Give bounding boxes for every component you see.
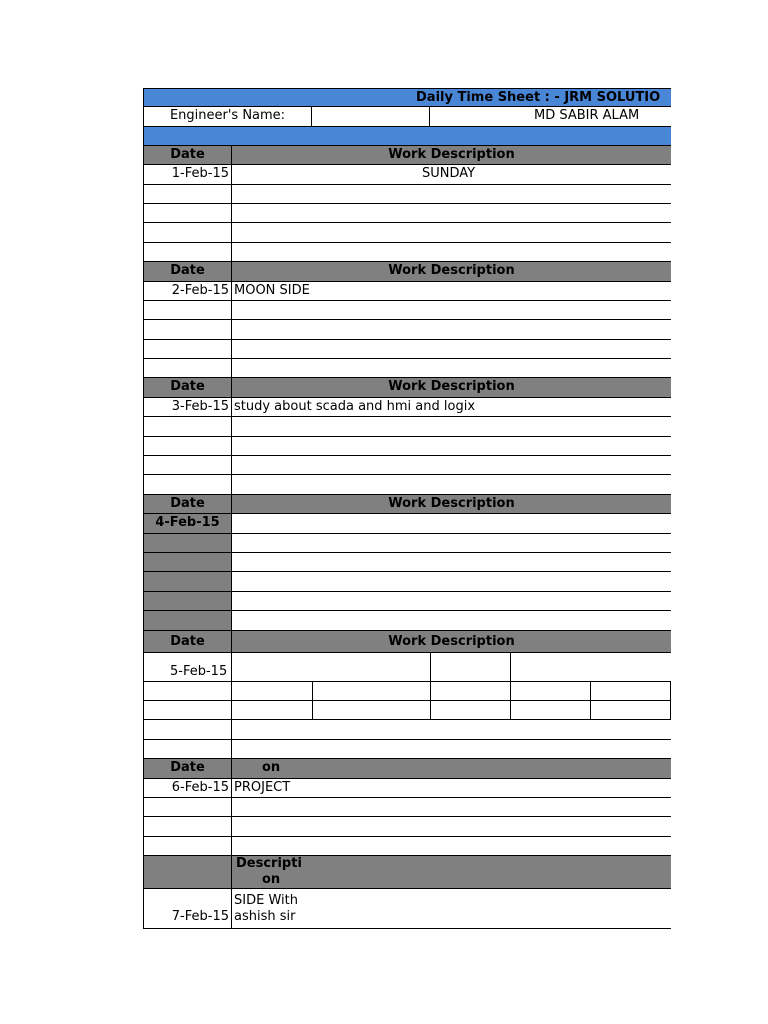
- date-cell[interactable]: [144, 682, 232, 700]
- blank-row: [143, 553, 671, 572]
- date-header: Date: [144, 262, 232, 280]
- grid-divider: [590, 701, 591, 719]
- blank-row: [143, 720, 671, 739]
- work-description-cell[interactable]: MOON SIDE: [234, 282, 310, 298]
- blank-row: [143, 204, 671, 223]
- date-cell[interactable]: [144, 301, 232, 319]
- date-cell[interactable]: 6-Feb-15: [144, 779, 232, 797]
- blank-row: [143, 534, 671, 553]
- date-cell[interactable]: [144, 204, 232, 222]
- date-cell[interactable]: 3-Feb-15: [144, 398, 232, 416]
- work-description-header: [232, 856, 671, 888]
- engineer-row: [143, 107, 671, 126]
- blank-row: [143, 740, 671, 759]
- blank-row: [143, 223, 671, 242]
- date-cell[interactable]: [144, 340, 232, 358]
- date-cell[interactable]: 1-Feb-15: [144, 165, 232, 183]
- blank-row: [143, 798, 671, 817]
- date-cell[interactable]: [144, 456, 232, 474]
- date-header: [144, 856, 232, 888]
- blank-row: [143, 572, 671, 591]
- work-description-header: Work Description: [388, 146, 515, 162]
- date-cell[interactable]: [144, 798, 232, 816]
- work-description-cell[interactable]: SUNDAY: [422, 166, 476, 182]
- day-row: [143, 779, 671, 798]
- date-cell[interactable]: [144, 837, 232, 855]
- grid-divider: [670, 682, 671, 700]
- work-description-header: Work Description: [388, 633, 515, 649]
- date-header: Date: [144, 378, 232, 396]
- blank-row: [143, 243, 671, 262]
- grid-divider: [312, 701, 313, 719]
- work-description-header: on: [262, 760, 281, 776]
- entry-text-line: ashish sir: [234, 909, 296, 925]
- blank-row: [143, 817, 671, 836]
- date-cell[interactable]: [144, 437, 232, 455]
- blank-row: [143, 340, 671, 359]
- grid-divider: [670, 701, 671, 719]
- engineer-blank-cell[interactable]: [312, 107, 430, 125]
- day-header-row: [143, 759, 671, 778]
- engineer-name-value[interactable]: MD SABIR ALAM: [534, 108, 640, 124]
- blank-row: [143, 301, 671, 320]
- date-cell[interactable]: [144, 740, 232, 758]
- blank-row: [143, 320, 671, 339]
- blank-row: [143, 611, 671, 630]
- day-header-row: [143, 856, 671, 889]
- date-cell[interactable]: 2-Feb-15: [144, 282, 232, 300]
- work-description-cell[interactable]: study about scada and hmi and logix: [234, 398, 476, 414]
- date-header: Date: [144, 146, 232, 164]
- work-description-cell[interactable]: PROJECT: [234, 779, 291, 795]
- work-description-header: Work Description: [388, 495, 515, 511]
- day-row: [143, 889, 671, 929]
- day-row: [143, 514, 671, 533]
- day-header-row: [143, 146, 671, 165]
- blank-row: [143, 701, 671, 720]
- grid-divider: [510, 701, 511, 719]
- date-cell[interactable]: [144, 475, 232, 493]
- day-row: [143, 165, 671, 184]
- date-cell[interactable]: 5-Feb-15: [144, 653, 232, 681]
- date-cell[interactable]: [144, 320, 232, 338]
- date-cell[interactable]: [144, 223, 232, 241]
- date-cell[interactable]: [144, 720, 232, 738]
- blank-row: [143, 682, 671, 701]
- date-cell[interactable]: [144, 534, 232, 552]
- date-cell[interactable]: 4-Feb-15: [144, 514, 232, 532]
- day-header-row: [143, 262, 671, 281]
- date-cell[interactable]: [144, 611, 232, 629]
- blank-row: [143, 456, 671, 475]
- work-description-header: Work Description: [388, 379, 515, 395]
- grid-divider: [510, 682, 511, 700]
- grid-divider: [430, 682, 431, 700]
- date-cell[interactable]: [144, 185, 232, 203]
- day-row: [143, 653, 671, 682]
- day-header-row: [143, 378, 671, 397]
- date-cell[interactable]: [144, 243, 232, 261]
- day-header-row: [143, 631, 671, 653]
- blank-row: [143, 359, 671, 378]
- grid-divider: [510, 653, 511, 681]
- blank-row: [143, 592, 671, 611]
- title-row: [143, 88, 671, 107]
- date-cell[interactable]: [144, 359, 232, 377]
- header-text-line: on: [262, 872, 281, 888]
- grid-divider: [312, 682, 313, 700]
- date-header: Date: [144, 495, 232, 513]
- day-row: [143, 398, 671, 417]
- day-header-row: [143, 495, 671, 514]
- work-description-header: Work Description: [388, 263, 515, 279]
- blank-row: [143, 437, 671, 456]
- grid-divider: [430, 701, 431, 719]
- day-row: [143, 282, 671, 301]
- blank-row: [143, 185, 671, 204]
- date-cell[interactable]: [144, 417, 232, 435]
- date-cell[interactable]: [144, 817, 232, 835]
- grid-divider: [430, 653, 431, 681]
- date-cell[interactable]: 7-Feb-15: [144, 889, 232, 928]
- work-description-cell[interactable]: [232, 889, 671, 928]
- blank-row: [143, 475, 671, 494]
- blue-spacer-row: [143, 127, 671, 146]
- date-header: Date: [144, 631, 232, 652]
- blank-row: [143, 837, 671, 856]
- date-cell[interactable]: [144, 553, 232, 571]
- date-header: Date: [144, 759, 232, 777]
- date-cell[interactable]: [144, 572, 232, 590]
- entry-text-line: SIDE With: [234, 893, 298, 909]
- engineer-name-label: Engineer's Name:: [144, 107, 312, 125]
- work-description-cell[interactable]: [232, 514, 671, 532]
- sheet-title: Daily Time Sheet : - JRM SOLUTIO: [416, 90, 661, 105]
- timesheet-table: [143, 88, 671, 929]
- date-cell[interactable]: [144, 592, 232, 610]
- header-text-line: Descripti: [236, 856, 302, 872]
- blank-row: [143, 417, 671, 436]
- date-cell[interactable]: [144, 701, 232, 719]
- grid-divider: [590, 682, 591, 700]
